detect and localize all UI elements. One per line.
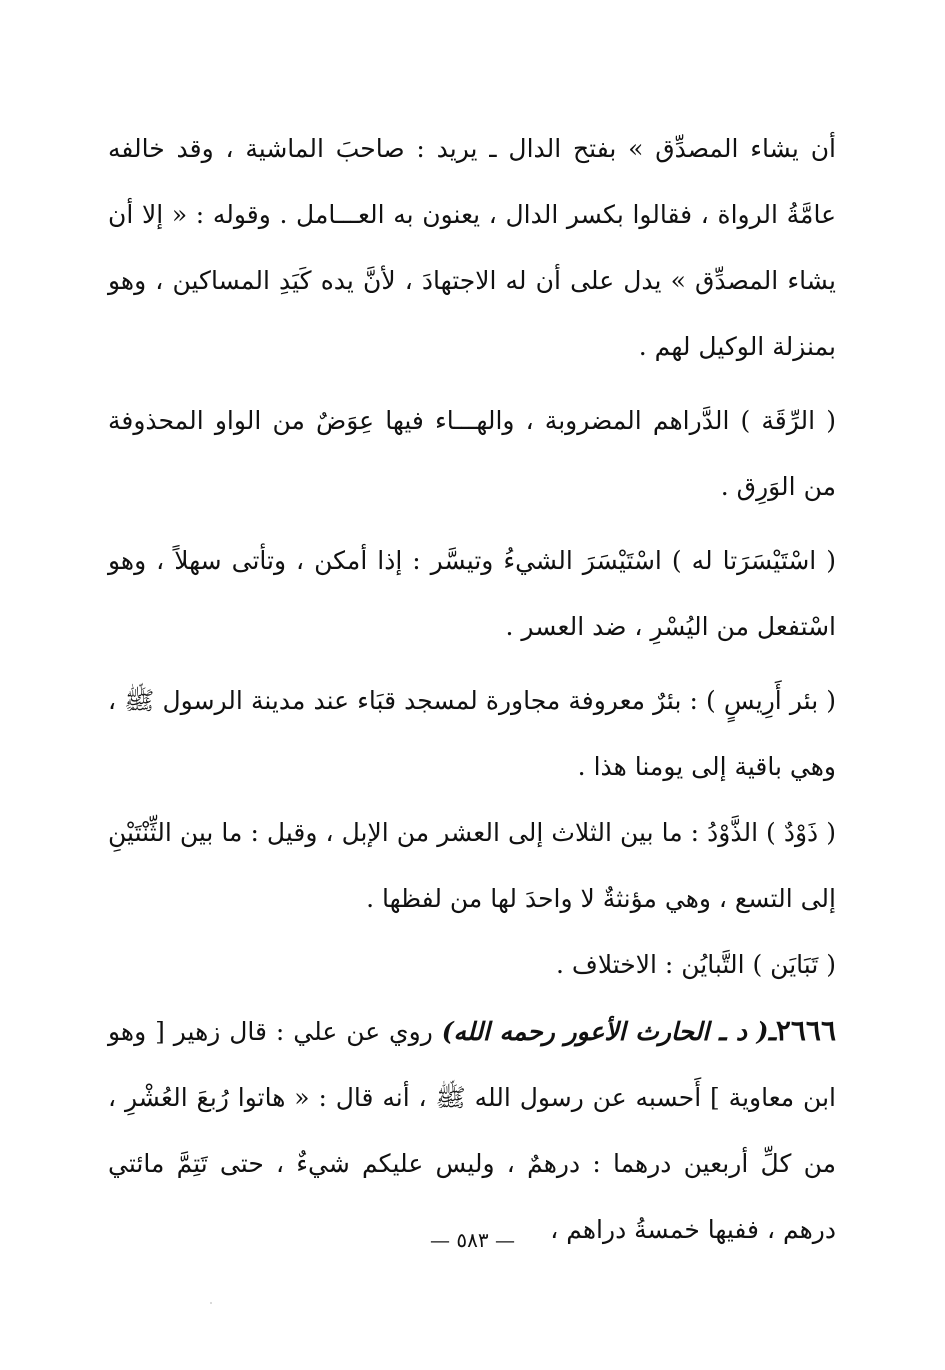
main-text [108,116,836,1263]
entry-number: ٢٦٦٦ [775,1014,836,1047]
text-line: ( الرِّقَة ) الدَّراهم المضروبة ، والهـــاء فيها عِوَضٌ من الواو المحذوفة [108,406,836,435]
text-line: المصدِّق » يدل على أن له الاجتهادَ ، لأنَّ يده كَيَدِ المساكين ، وهو بمنزلة [108,266,836,361]
text-line: ( بئر أَرِيسٍ ) : بئرٌ معروفة مجاورة لمسجد قبَاء عند مدينة الرسول [162,686,836,715]
text-line: روي عن علي : قال زهير [ وهو [108,1017,433,1046]
hadith-entry [108,998,836,1263]
paragraph-bir-aris [108,668,836,800]
page-number: — ٥٨٣ — [430,1228,515,1252]
text-line: الوكيل لهم . [638,332,765,361]
text-line: ﷺ ، وهي باقية إلى يومنا هذا . [108,686,836,781]
text-line: أربعين درهما : درهمٌ ، وليس عليكم شيءٌ ، حتى تَتِمَّ مائتي درهم ، ففيها خمسةُ دراهم ، [108,1149,836,1244]
paragraph-istaysarata [108,528,836,660]
text-line: من الوَرِق . [720,472,836,501]
text-line: ( اسْتَيْسَرَتا له ) اسْتَيْسَرَ الشيءُ وتيسَّر : إذا أمكن ، وتأتى سهلاً ، [156,546,836,575]
text-line: ( ذَوْدٌ ) الذَّوْدُ : ما بين الثلاث إلى العشر من الإبل ، وقيل : ما بين [179,818,836,847]
entry-heading: ـ( د ـ الحارث الأعور رحمه الله) [441,1017,776,1046]
paragraph-tabayun [108,932,836,998]
text-line: ابن معاوية ] أَحسبه عن رسول الله ﷺ ، أنه قال : « هاتوا رُبعَ العُشْرِ ، من كلِّ [108,1083,836,1178]
text-line: الرواة ، فقالوا بكسر الدال ، يعنون به العـــامل . وقوله : « إلا أن يشاء [108,200,836,295]
scan-speck [210,1302,212,1304]
text-line: أن يشاء المصدِّق » بفتح الدال ـ يريد : صاحبَ الماشية ، وقد خالفه عامَّةُ [108,134,836,229]
text-line: الثِّنْتَيْنِ إلى التسع ، وهي مؤنثةٌ لا واحدَ لها من لفظها . [108,818,836,913]
paragraph-musaddiq [108,116,836,380]
text-line: وهو اسْتفعل من اليُسْرِ ، ضد العسر . [108,546,836,641]
paragraph-riqa [108,388,836,520]
text-line: ( تَبَايَن ) التَّبايُن : الاختلاف . [556,950,836,979]
paragraph-dhawd [108,800,836,932]
